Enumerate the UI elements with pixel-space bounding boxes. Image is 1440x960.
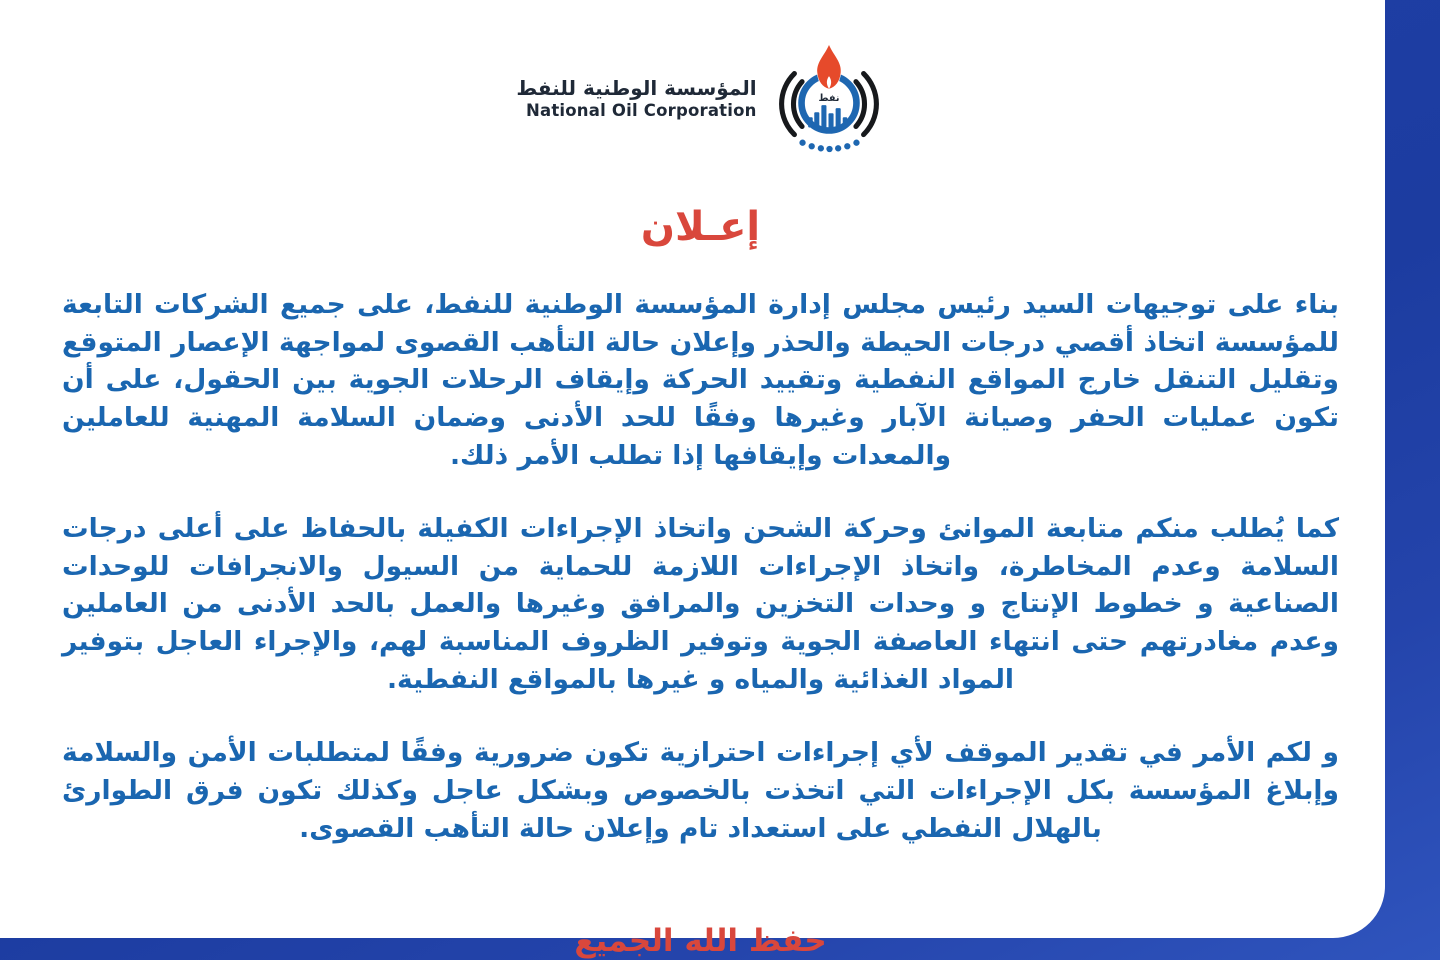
logo-dots xyxy=(799,140,859,153)
logo-mark-text: نفط xyxy=(818,93,840,104)
noc-logo-emblem-icon xyxy=(773,42,885,160)
paragraph-2: كما يُطلب منكم متابعة الموانئ وحركة الشحن واتخاذ الإجراءات الكفيلة بالحفاظ على أعلى درجات السلامة وعدم المخاطرة، واتخاذ الإجراءات اللازمة للحماية من السيول والانجرافات للوحدات الصناعية و خطوط الإنتاج و وحدات التخزين والمرافق وغيرها والعمل بالحد الأدنى من العاملين وعدم مغادرتهم حتى انتهاء العاصفة الجوية وتوفير الظروف المناسبة لهم، والإجراء العاجل بتوفير المواد الغذائية والمياه و غيرها بالمواقع النفطية. xyxy=(62,513,1339,695)
noc-logo-english-title: National Oil Corporation xyxy=(525,100,757,120)
announcement-title: إعـلان xyxy=(640,204,761,250)
announcement-body xyxy=(56,286,1345,847)
paragraph-1: بناء على توجيهات السيد رئيس مجلس إدارة المؤسسة الوطنية للنفط، على جميع الشركات التابعة للمؤسسة اتخاذ أقصي درجات الحيطة والحذر وإعلان حالة التأهب القصوى لمواجهة الإعصار المتوقع وتقليل التنقل خارج المواقع النفطية وتقييد الحركة وإيقاف الرحلات الجوية بين الحقول، على أن تكون عمليات الحفر وصيانة الآبار وغيرها وفقًا للحد الأدنى وضمان السلامة المهنية للعاملين والمعدات وإيقافها إذا تطلب الأمر ذلك. xyxy=(62,289,1339,471)
noc-logo-text xyxy=(516,75,756,128)
noc-logo-arabic-title: المؤسسة الوطنية للنفط xyxy=(516,75,757,100)
closing-blessing: حفظ الله الجميع xyxy=(574,923,827,960)
paragraph-3: و لكم الأمر في تقدير الموقف لأي إجراءات احترازية تكون ضرورية وفقًا لمتطلبات الأمن والسلامة وإبلاغ المؤسسة بكل الإجراءات التي اتخذت بالخصوص وبشكل عاجل وكذلك تكون فرق الطوارئ بالهلال النفطي على استعداد تام وإعلان حالة التأهب القصوى. xyxy=(62,737,1339,844)
noc-logo-mark xyxy=(773,42,885,160)
noc-logo xyxy=(56,42,1345,160)
